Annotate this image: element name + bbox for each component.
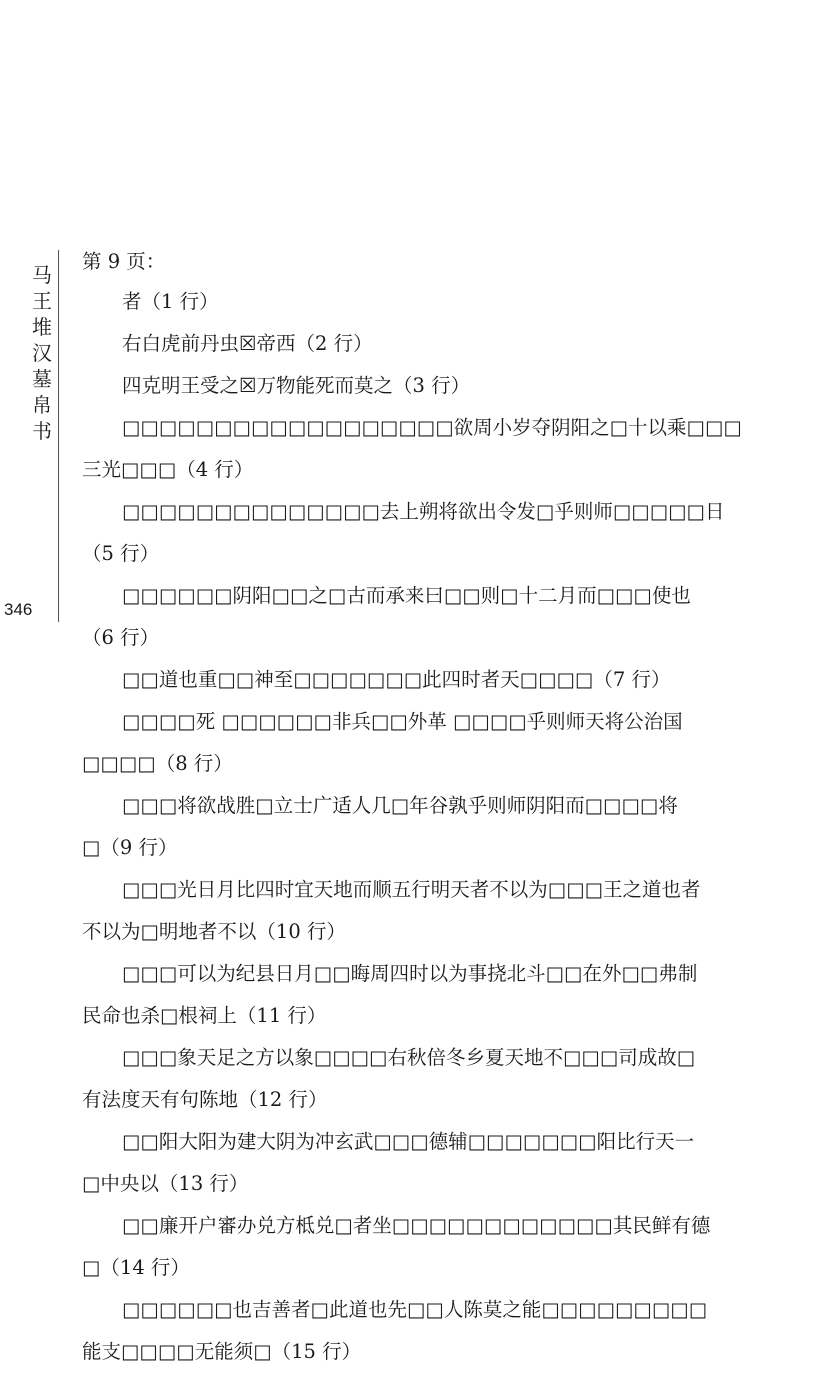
text-line: （5 行） bbox=[82, 542, 160, 565]
text-line: 者（1 行） bbox=[122, 290, 219, 313]
text-line: □□□将欲战胜□立士广适人几□年谷孰乎则师阴阳而□□□□将 bbox=[122, 794, 678, 817]
text-line: □（9 行） bbox=[82, 836, 178, 859]
text-line: □□□象天足之方以象□□□□右秋倍冬乡夏天地不□□□司成故□ bbox=[122, 1046, 696, 1069]
transcription-body bbox=[82, 244, 798, 1376]
text-line: 有法度天有句陈地（12 行） bbox=[82, 1088, 328, 1111]
text-line: □□□□死 □□□□□□非兵□□外革 □□□□乎则师天将公治国 bbox=[122, 710, 683, 733]
text-line: □□道也重□□神至□□□□□□□此四时者天□□□□（7 行） bbox=[122, 668, 671, 691]
text-line: □□□□□□阴阳□□之□古而承来曰□□则□十二月而□□□使也 bbox=[122, 584, 691, 607]
text-line: □□阳大阳为建大阴为冲玄武□□□德辅□□□□□□□阳比行天一 bbox=[122, 1130, 695, 1153]
page-number: 346 bbox=[4, 600, 33, 619]
page-heading: 第 9 页： bbox=[82, 250, 166, 273]
text-line: 右白虎前丹虫☒帝西（2 行） bbox=[122, 332, 373, 355]
text-line: □中央以（13 行） bbox=[82, 1172, 249, 1195]
margin-rule bbox=[58, 250, 59, 622]
text-line: （6 行） bbox=[82, 626, 160, 649]
text-line: □□□□□□□□□□□□□□去上朔将欲出令发□乎则师□□□□□日 bbox=[122, 500, 725, 523]
text-line: □（14 行） bbox=[82, 1256, 190, 1279]
text-line: □□□□□□□□□□□□□□□□□□欲周小岁夺阴阳之□十以乘□□□ bbox=[122, 416, 742, 439]
text-line: 能支□□□□无能须□（15 行） bbox=[82, 1340, 362, 1363]
text-line: 三光□□□（4 行） bbox=[82, 458, 254, 481]
text-line: □□□□□□也吉善者□此道也先□□人陈莫之能□□□□□□□□□ bbox=[122, 1298, 708, 1321]
text-line: □□□光日月比四时宜天地而顺五行明天者不以为□□□王之道也者 bbox=[122, 878, 701, 901]
text-line: □□廉开户審办兑方柢兑□者坐□□□□□□□□□□□□其民鲜有德 bbox=[122, 1214, 711, 1237]
text-line: □□□可以为纪县日月□□晦周四时以为事挠北斗□□在外□□弗制 bbox=[122, 962, 698, 985]
text-line: □□□□（8 行） bbox=[82, 752, 233, 775]
book-title: 马王堆汉墓帛书 bbox=[32, 263, 52, 443]
text-line: 不以为□明地者不以（10 行） bbox=[82, 920, 346, 943]
text-line: 四克明王受之☒万物能死而莫之（3 行） bbox=[122, 374, 471, 397]
text-line: 民命也杀□根祠上（11 行） bbox=[82, 1004, 327, 1027]
